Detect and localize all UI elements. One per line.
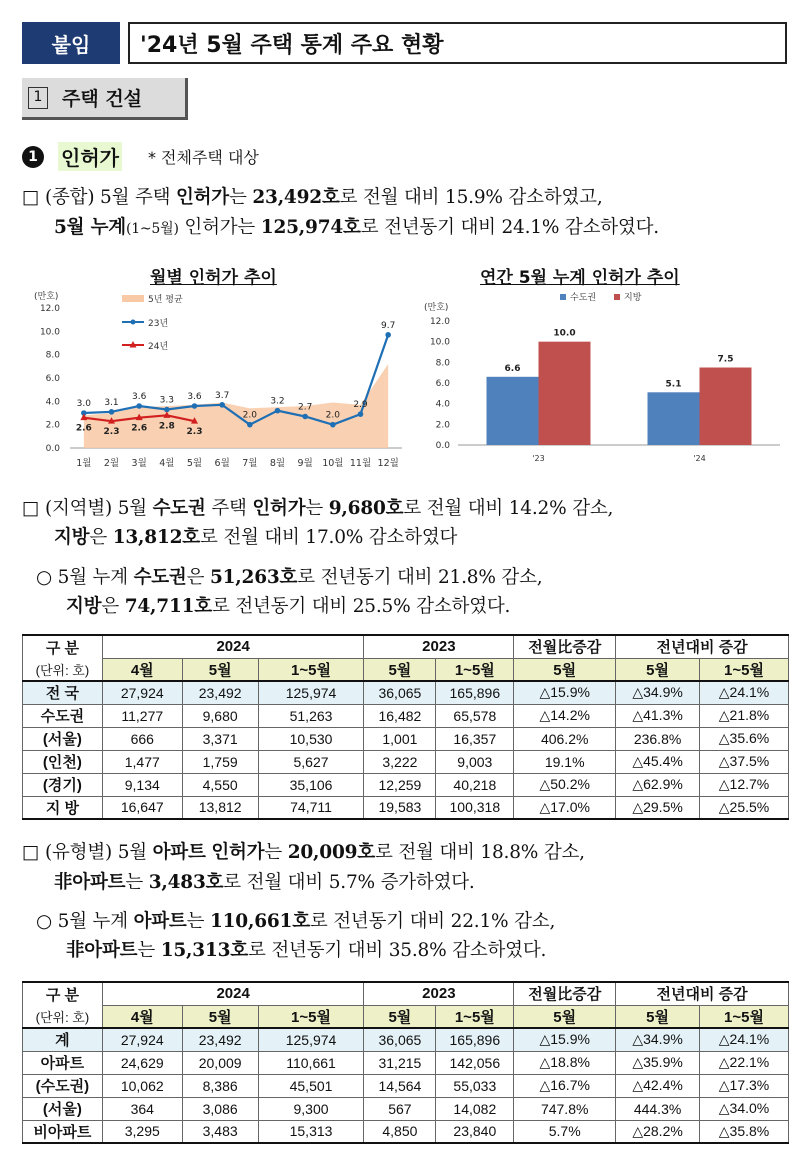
table-cell: △12.7% [700, 773, 789, 796]
table-cell: △50.2% [514, 773, 616, 796]
row-label: (인천) [23, 750, 103, 773]
y-tick-label: 12.0 [429, 317, 450, 327]
data-label: 7.5 [717, 354, 734, 365]
row-label: (경기) [23, 773, 103, 796]
table-cell: 31,215 [364, 1051, 436, 1074]
header-yoy: 전년대비 증감 [616, 635, 789, 658]
subheader: 5월 [616, 658, 700, 681]
header-gubun: 구 분 [23, 982, 103, 1005]
table-cell: 8,386 [182, 1074, 258, 1097]
table-cell: △45.4% [616, 750, 700, 773]
table-cell: 55,033 [436, 1074, 514, 1097]
table-cell: △18.8% [514, 1051, 616, 1074]
table-cell: 20,009 [182, 1051, 258, 1074]
table-cell: 236.8% [616, 727, 700, 750]
bar [700, 368, 752, 446]
table-cell: 125,974 [258, 681, 364, 704]
data-label: 2.0 [242, 410, 257, 421]
type-line-2: 非아파트는 3,483호로 전월 대비 5.7% 증가하였다. [54, 872, 475, 893]
table-cell: △16.7% [514, 1074, 616, 1097]
table-cell: 4,550 [182, 773, 258, 796]
legend-label: 24년 [148, 342, 169, 352]
summary-line-1: □ (종합) 5월 주택 인허가는 23,492호로 전월 대비 15.9% 감소하였고, [22, 187, 603, 208]
table-cell: 36,065 [364, 681, 436, 704]
legend-marker-2023 [131, 320, 136, 325]
x-tick-label: '24 [693, 454, 706, 463]
table-cell: 9,680 [182, 704, 258, 727]
table-cell: △29.5% [616, 796, 700, 819]
subheader: 4월 [102, 658, 182, 681]
table-cell: 666 [102, 727, 182, 750]
x-tick-label: '23 [532, 454, 545, 463]
data-label: 5.1 [665, 379, 682, 390]
subheader: 5월 [514, 1005, 616, 1028]
legend-label: 5년 평균 [148, 295, 183, 305]
table-cell: △21.8% [700, 704, 789, 727]
subsection-heading [22, 142, 259, 171]
data-label: 2.6 [75, 423, 92, 434]
data-label: 2.9 [353, 400, 368, 411]
table-cell: 142,056 [436, 1051, 514, 1074]
table-cell: 406.2% [514, 727, 616, 750]
y-tick-label: 2.0 [435, 420, 450, 431]
legend-swatch [614, 294, 620, 300]
bar [539, 342, 591, 445]
regional-line-2: 지방은 13,812호로 전월 대비 17.0% 감소하였다 [54, 527, 458, 548]
data-label: 2.3 [103, 427, 120, 438]
table-cell: △41.3% [616, 704, 700, 727]
y-tick-label: 2.0 [45, 420, 60, 431]
table-cell: 13,812 [182, 796, 258, 819]
legend-swatch [560, 294, 566, 300]
subheader: 1~5월 [258, 658, 364, 681]
table-cell: △17.3% [700, 1074, 789, 1097]
x-tick-label: 10월 [322, 458, 344, 469]
y-axis-label: (만호) [34, 292, 59, 302]
row-label: 전 국 [23, 681, 103, 704]
table-cell: 11,277 [102, 704, 182, 727]
row-label: 아파트 [23, 1051, 103, 1074]
header-yoy: 전년대비 증감 [616, 982, 789, 1005]
table-row [23, 773, 789, 796]
x-tick-label: 8월 [269, 458, 286, 469]
point-2023 [192, 403, 198, 409]
row-label: 비아파트 [23, 1120, 103, 1143]
table-cell: 165,896 [436, 681, 514, 704]
data-label: 9.7 [381, 320, 396, 331]
y-tick-label: 0.0 [45, 444, 60, 454]
table-cell: 23,492 [182, 681, 258, 704]
table-cell: △22.1% [700, 1051, 789, 1074]
subheader: 4월 [102, 1005, 182, 1028]
summary-line-2: 5월 누계(1~5월) 인허가는 125,974호로 전년동기 대비 24.1% 감소하였다. [54, 217, 659, 238]
section-heading [22, 78, 188, 120]
header-unit: (단위: 호) [23, 1005, 103, 1028]
table-row [23, 796, 789, 819]
point-2023 [302, 414, 308, 420]
table-cell: 24,629 [102, 1051, 182, 1074]
header-2023: 2023 [364, 982, 514, 1005]
table-row [23, 1074, 789, 1097]
table-row [23, 704, 789, 727]
point-2023 [275, 408, 281, 414]
row-label: 지 방 [23, 796, 103, 819]
table-cell: 100,318 [436, 796, 514, 819]
y-tick-label: 0.0 [435, 441, 450, 451]
type-permit-table [22, 981, 789, 1144]
point-2023 [358, 411, 364, 417]
regional-cumulative-line-1: ○ 5월 누계 수도권은 51,263호로 전년동기 대비 21.8% 감소, [36, 567, 543, 588]
data-label: 3.7 [215, 390, 230, 401]
row-label: (수도권) [23, 1074, 103, 1097]
row-label: (서울) [23, 1097, 103, 1120]
table-cell: 74,711 [258, 796, 364, 819]
table-cell: 747.8% [514, 1097, 616, 1120]
table-cell: 1,477 [102, 750, 182, 773]
table-cell: 1,759 [182, 750, 258, 773]
table-cell: 12,259 [364, 773, 436, 796]
x-tick-label: 11월 [349, 458, 372, 469]
section-title: 주택 건설 [62, 88, 143, 110]
legend-label: 수도권 [570, 293, 597, 303]
table-cell: 5.7% [514, 1120, 616, 1143]
data-label: 3.6 [132, 392, 147, 402]
type-line-1: □ (유형별) 5월 아파트 인허가는 20,009호로 전월 대비 18.8% 감소, [22, 842, 585, 863]
table-row [23, 1120, 789, 1143]
page-title: '24년 5월 주택 통계 주요 현황 [128, 22, 787, 64]
type-cumulative-line-1: ○ 5월 누계 아파트는 110,661호로 전년동기 대비 22.1% 감소, [36, 911, 556, 932]
subheader: 5월 [182, 658, 258, 681]
row-label: (서울) [23, 727, 103, 750]
regional-line-1: □ (지역별) 5월 수도권 주택 인허가는 9,680호로 전월 대비 14.2% 감소, [22, 498, 614, 519]
header-2024: 2024 [102, 982, 364, 1005]
table-cell: 16,647 [102, 796, 182, 819]
subheader: 5월 [182, 1005, 258, 1028]
table-cell: 19.1% [514, 750, 616, 773]
table-cell: 14,082 [436, 1097, 514, 1120]
legend-swatch-average [122, 295, 144, 302]
table-row [23, 1051, 789, 1074]
table-cell: 16,482 [364, 704, 436, 727]
table-cell: △35.9% [616, 1051, 700, 1074]
legend-label: 23년 [148, 319, 169, 329]
subheader: 1~5월 [436, 1005, 514, 1028]
table-row [23, 1028, 789, 1051]
data-label: 10.0 [553, 328, 576, 339]
row-label: 수도권 [23, 704, 103, 727]
y-tick-label: 6.0 [45, 374, 60, 384]
table-cell: 3,483 [182, 1120, 258, 1143]
table-cell: 10,530 [258, 727, 364, 750]
x-tick-label: 12월 [377, 458, 399, 469]
point-2023 [385, 332, 391, 338]
y-axis-label: (만호) [424, 303, 449, 313]
legend-label: 지방 [624, 293, 642, 303]
x-tick-label: 2월 [103, 458, 120, 469]
y-tick-label: 4.0 [435, 399, 450, 410]
table-cell: 9,003 [436, 750, 514, 773]
table-cell: △15.9% [514, 1028, 616, 1051]
table-cell: 10,062 [102, 1074, 182, 1097]
x-tick-label: 3월 [131, 458, 147, 469]
table-cell: 16,357 [436, 727, 514, 750]
data-label: 3.0 [76, 399, 91, 409]
subheader: 5월 [514, 658, 616, 681]
table-cell: △34.9% [616, 1028, 700, 1051]
header-unit: (단위: 호) [23, 658, 103, 681]
subsection-note: * 전체주택 대상 [147, 148, 259, 167]
table-cell: 125,974 [258, 1028, 364, 1051]
table-cell: 4,850 [364, 1120, 436, 1143]
table-cell: △25.5% [700, 796, 789, 819]
table-cell: 165,896 [436, 1028, 514, 1051]
x-tick-label: 9월 [297, 458, 313, 469]
area-5yr-average [84, 364, 388, 448]
type-cumulative-line-2: 非아파트는 15,313호로 전년동기 대비 35.8% 감소하였다. [66, 940, 547, 961]
y-tick-label: 4.0 [45, 397, 60, 408]
table-cell: △17.0% [514, 796, 616, 819]
table-cell: 65,578 [436, 704, 514, 727]
table-cell: 5,627 [258, 750, 364, 773]
header-mom: 전월比증감 [514, 635, 616, 658]
table-cell: 14,564 [364, 1074, 436, 1097]
table-row [23, 727, 789, 750]
header-2024: 2024 [102, 635, 364, 658]
y-tick-label: 8.0 [435, 358, 450, 369]
x-tick-label: 7월 [242, 458, 258, 469]
table-cell: △35.6% [700, 727, 789, 750]
table-row [23, 1097, 789, 1120]
annual-chart-title: 연간 5월 누계 인허가 추이 [480, 268, 680, 288]
y-tick-label: 12.0 [39, 304, 60, 314]
row-label: 계 [23, 1028, 103, 1051]
point-2023 [109, 409, 115, 415]
attachment-tag: 붙임 [22, 22, 120, 64]
table-cell: 1,001 [364, 727, 436, 750]
table-cell: △34.0% [700, 1097, 789, 1120]
table-row [23, 681, 789, 704]
x-tick-label: 4월 [159, 458, 175, 469]
subsection-title: 인허가 [58, 142, 122, 171]
table-cell: △62.9% [616, 773, 700, 796]
section-number: 1 [28, 87, 48, 109]
table-cell: △28.2% [616, 1120, 700, 1143]
header-mom: 전월比증감 [514, 982, 616, 1005]
point-2023 [330, 422, 336, 428]
subsection-bullet: 1 [22, 146, 44, 168]
y-tick-label: 10.0 [429, 337, 450, 348]
header-gubun: 구 분 [23, 635, 103, 658]
table-cell: △24.1% [700, 681, 789, 704]
bar [487, 377, 539, 445]
subheader: 5월 [364, 658, 436, 681]
table-row [23, 750, 789, 773]
table-cell: 27,924 [102, 1028, 182, 1051]
table-cell: △24.1% [700, 1028, 789, 1051]
table-cell: 40,218 [436, 773, 514, 796]
table-cell: 27,924 [102, 681, 182, 704]
data-label: 2.6 [131, 423, 148, 434]
point-2023 [247, 422, 253, 428]
x-tick-label: 6월 [214, 458, 230, 469]
monthly-permit-chart [30, 288, 410, 474]
table-cell: 3,086 [182, 1097, 258, 1120]
table-cell: 23,840 [436, 1120, 514, 1143]
header-2023: 2023 [364, 635, 514, 658]
table-cell: △42.4% [616, 1074, 700, 1097]
table-cell: 3,371 [182, 727, 258, 750]
data-label: 2.8 [158, 421, 175, 432]
y-tick-label: 6.0 [435, 379, 450, 389]
data-label: 2.7 [298, 402, 313, 413]
subheader: 1~5월 [436, 658, 514, 681]
table-cell: 3,295 [102, 1120, 182, 1143]
y-tick-label: 8.0 [45, 350, 60, 361]
data-label: 3.2 [270, 396, 285, 407]
subheader: 1~5월 [700, 658, 789, 681]
data-label: 2.0 [325, 410, 340, 421]
table-cell: 36,065 [364, 1028, 436, 1051]
table-cell: △14.2% [514, 704, 616, 727]
table-cell: 51,263 [258, 704, 364, 727]
data-label: 6.6 [504, 363, 521, 374]
point-2023 [136, 403, 142, 409]
monthly-chart-title: 월별 인허가 추이 [150, 268, 277, 288]
subheader: 1~5월 [258, 1005, 364, 1028]
subheader: 5월 [616, 1005, 700, 1028]
table-cell: △34.9% [616, 681, 700, 704]
table-cell: 15,313 [258, 1120, 364, 1143]
table-cell: 3,222 [364, 750, 436, 773]
data-label: 3.3 [159, 395, 174, 406]
table-cell: △15.9% [514, 681, 616, 704]
table-cell: 19,583 [364, 796, 436, 819]
regional-cumulative-line-2: 지방은 74,711호로 전년동기 대비 25.5% 감소하였다. [66, 596, 511, 617]
table-cell: △35.8% [700, 1120, 789, 1143]
table-cell: 23,492 [182, 1028, 258, 1051]
x-tick-label: 1월 [76, 458, 92, 469]
subheader: 1~5월 [700, 1005, 789, 1028]
table-cell: 9,300 [258, 1097, 364, 1120]
point-2023 [219, 402, 225, 408]
data-label: 3.6 [187, 392, 202, 402]
data-label: 2.3 [186, 427, 203, 438]
table-cell: 110,661 [258, 1051, 364, 1074]
table-cell: 35,106 [258, 773, 364, 796]
x-tick-label: 5월 [186, 458, 203, 469]
table-cell: 444.3% [616, 1097, 700, 1120]
table-cell: △37.5% [700, 750, 789, 773]
table-cell: 364 [102, 1097, 182, 1120]
bar [648, 392, 700, 445]
y-tick-label: 10.0 [39, 327, 60, 338]
table-cell: 567 [364, 1097, 436, 1120]
subheader: 5월 [364, 1005, 436, 1028]
annual-permit-chart [420, 288, 790, 474]
regional-permit-table [22, 634, 789, 820]
data-label: 3.1 [104, 397, 119, 408]
table-cell: 9,134 [102, 773, 182, 796]
table-cell: 45,501 [258, 1074, 364, 1097]
